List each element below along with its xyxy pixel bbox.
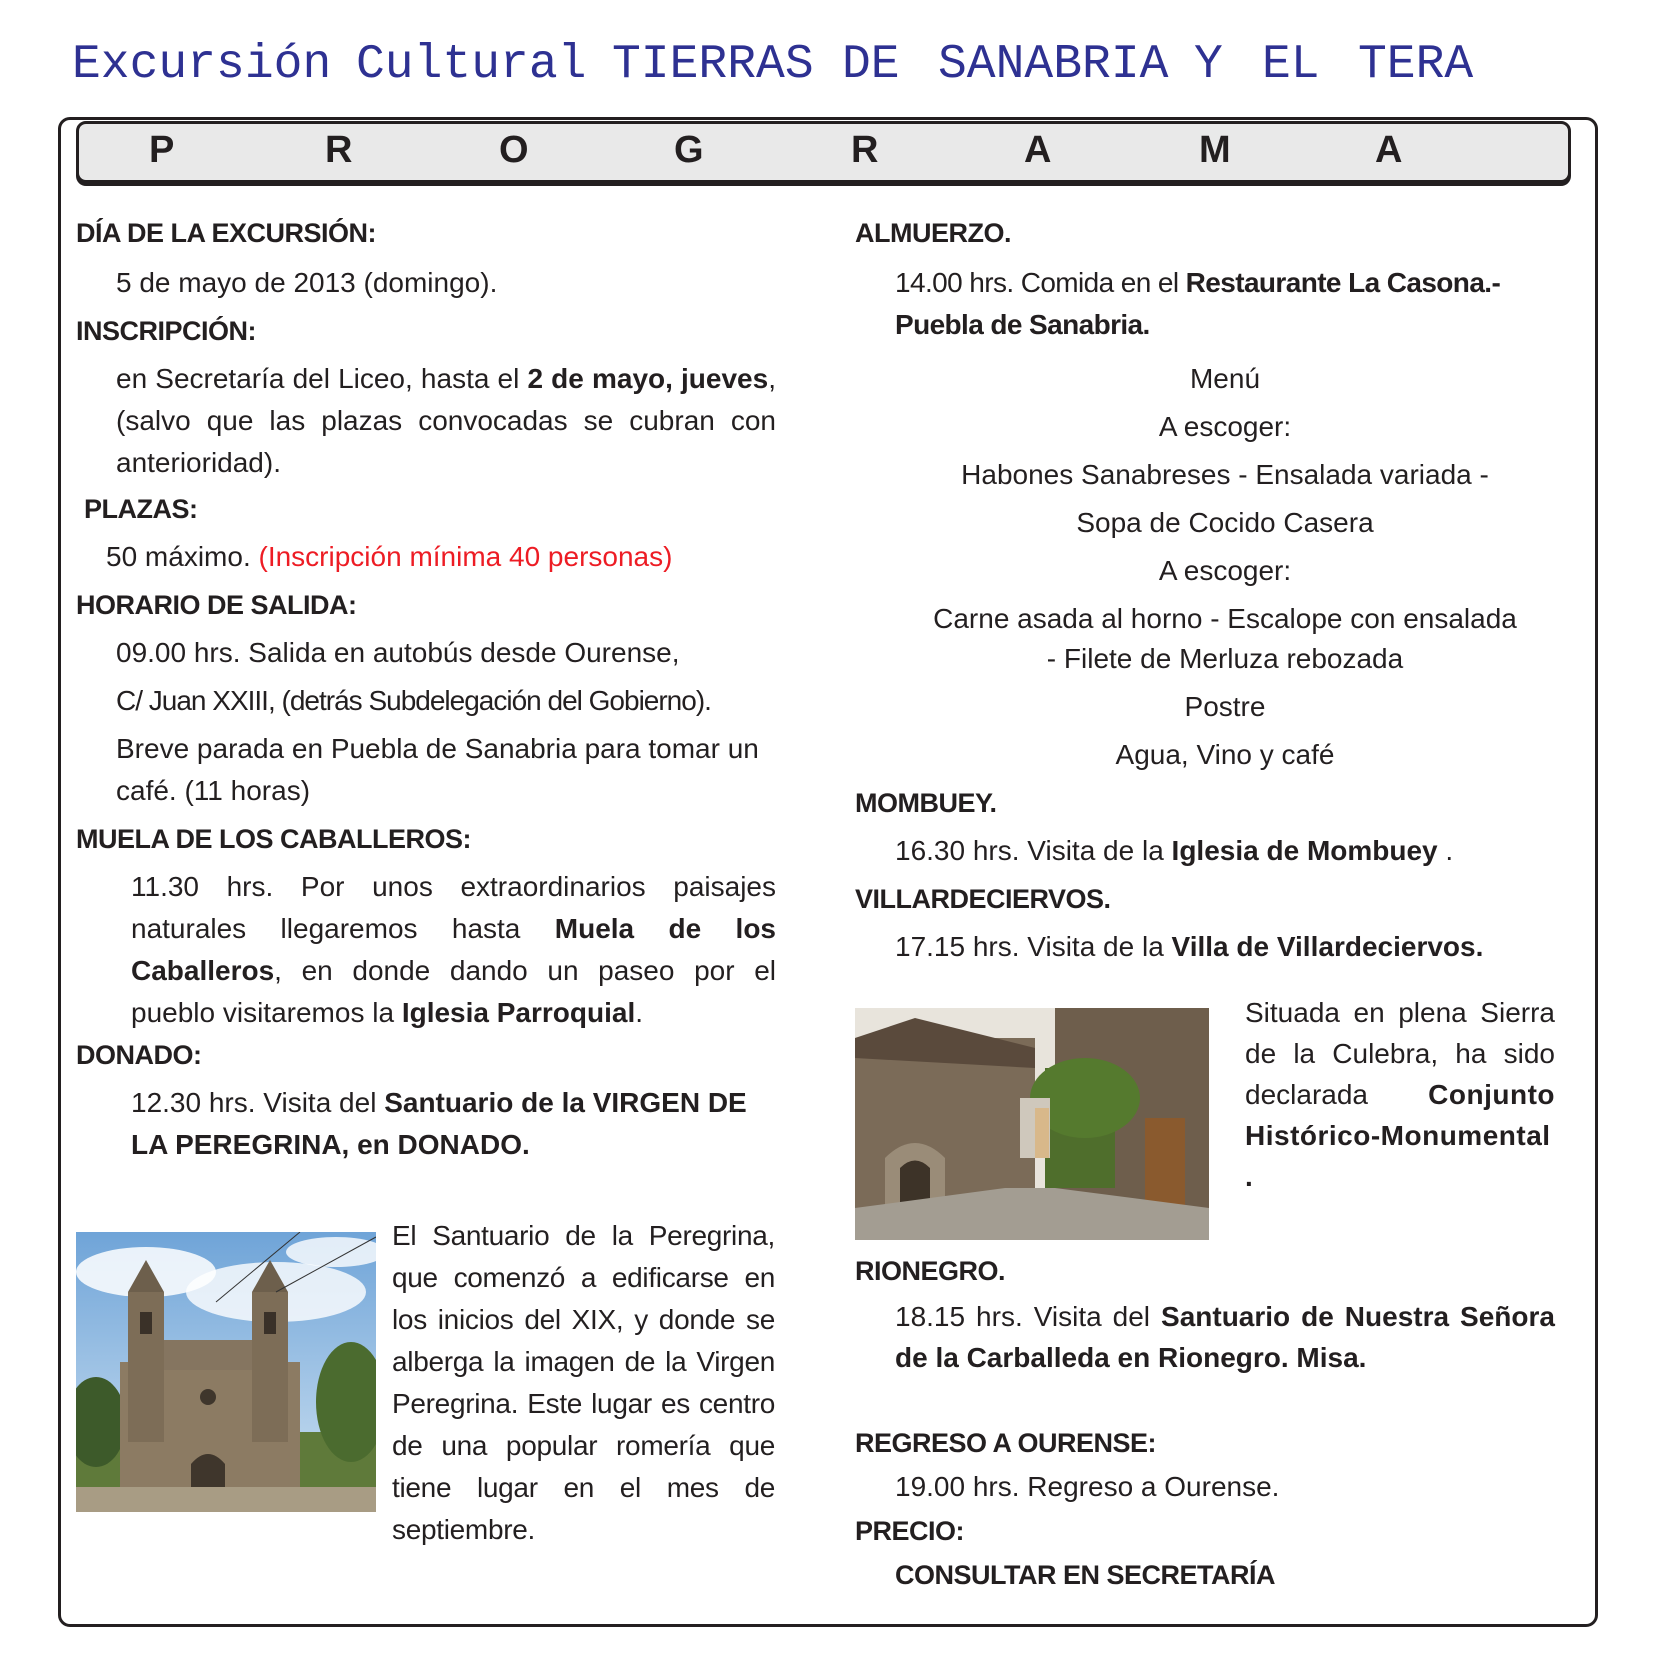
section-heading: ALMUERZO. [855, 218, 1011, 248]
price-text: CONSULTAR EN SECRETARÍA [895, 1560, 1275, 1590]
program-letter: A [1375, 129, 1403, 171]
departure-line: Breve parada en Puebla de Sanabria para tomar un café. (11 horas) [116, 733, 759, 806]
title-word: DE [842, 38, 900, 92]
plazas-text: 50 máximo. (Inscripción mínima 40 personas) [106, 541, 673, 572]
program-letter: P [149, 129, 175, 171]
program-letter: M [1199, 129, 1231, 171]
section-heading: REGRESO A OURENSE: [855, 1428, 1157, 1458]
muela-text: 11.30 hrs. Por unos extraordinarios paisajes naturales llegaremos hasta Muela de los Caballeros, en donde dando un paseo por el pueblo visitaremos la Iglesia Parroquial. [131, 871, 776, 1028]
village-photo [855, 1008, 1209, 1240]
page-title [72, 38, 1572, 98]
program-banner [76, 121, 1571, 183]
title-word: SANABRIA [938, 38, 1169, 92]
program-letter: G [674, 129, 704, 171]
section-heading: PLAZAS: [84, 494, 198, 524]
mombuey-text: 16.30 hrs. Visita de la Iglesia de Mombuey . [895, 835, 1454, 866]
section-heading: MOMBUEY. [855, 788, 997, 818]
church-photo [76, 1232, 376, 1512]
menu-line: Postre [1184, 691, 1266, 722]
village-illustration [855, 1008, 1209, 1240]
church-illustration [76, 1232, 376, 1512]
villa-text: 17.15 hrs. Visita de la Villa de Villardeciervos. [895, 931, 1484, 962]
section-heading: RIONEGRO. [855, 1256, 1006, 1286]
title-word: Y [1194, 38, 1223, 92]
inscription-text: en Secretaría del Liceo, hasta el 2 de mayo, jueves, (salvo que las plazas convocadas se cubran con anterioridad). [116, 363, 776, 478]
menu-line: A escoger: [1158, 411, 1292, 442]
program-letter: A [1024, 129, 1052, 171]
minimum-note: (Inscripción mínima 40 personas) [258, 541, 673, 572]
date-text: 5 de mayo de 2013 (domingo). [116, 267, 498, 298]
right-column-lower [855, 1250, 1555, 1596]
departure-line: 09.00 hrs. Salida en autobús desde Ourense, [116, 637, 680, 668]
left-column [76, 212, 776, 1166]
section-heading: MUELA DE LOS CABALLEROS: [76, 824, 471, 854]
program-letter: R [851, 129, 879, 171]
title-word: Excursión [72, 38, 332, 92]
menu-line: Menú [1189, 363, 1261, 394]
section-heading: INSCRIPCIÓN: [76, 316, 257, 346]
title-word: EL [1262, 38, 1320, 92]
title-word: TIERRAS [612, 38, 814, 92]
section-heading: DONADO: [76, 1040, 202, 1070]
program-letter: R [325, 129, 353, 171]
menu-line: A escoger: [1158, 555, 1292, 586]
title-word: TERA [1358, 38, 1474, 92]
section-heading: HORARIO DE SALIDA: [76, 590, 357, 620]
menu-line: Agua, Vino y café [1115, 739, 1335, 770]
menu-line: Habones Sanabreses - Ensalada variada - [961, 459, 1489, 490]
donado-text: 12.30 hrs. Visita del Santuario de la VIRGEN DE LA PEREGRINA, en DONADO. [131, 1087, 747, 1160]
program-letter: O [499, 129, 529, 171]
section-heading: PRECIO: [855, 1516, 965, 1546]
villa-description: Situada en plena Sierra de la Culebra, ha sido declarada Conjunto Histórico-Monumental . [1245, 997, 1555, 1192]
section-heading: DÍA DE LA EXCURSIÓN: [76, 218, 377, 248]
title-word: Cultural [356, 38, 587, 92]
departure-line: C/ Juan XXIII, (detrás Subdelegación del Gobierno). [116, 685, 711, 716]
rionegro-text: 18.15 hrs. Visita del Santuario de Nuestra Señora de la Carballeda en Rionegro. Misa. [895, 1301, 1555, 1373]
menu-line: Sopa de Cocido Casera [1076, 507, 1374, 538]
santuario-text: El Santuario de la Peregrina, que comenzó a edificarse en los inicios del XIX, y donde se alberga la imagen de la Virgen Peregrina. Este lugar es centro de una popular romería que tiene lugar en el mes de septiembre. [392, 1220, 775, 1545]
menu [855, 358, 1555, 782]
menu-line: Carne asada al horno - Escalope con ensalada [933, 603, 1517, 634]
return-text: 19.00 hrs. Regreso a Ourense. [895, 1471, 1280, 1502]
lunch-text: 14.00 hrs. Comida en el Restaurante La Casona.- Puebla de Sanabria. [895, 267, 1501, 340]
menu-line: - Filete de Merluza rebozada [1046, 643, 1404, 674]
right-column [855, 212, 1555, 974]
section-heading: VILLARDECIERVOS. [855, 884, 1111, 914]
